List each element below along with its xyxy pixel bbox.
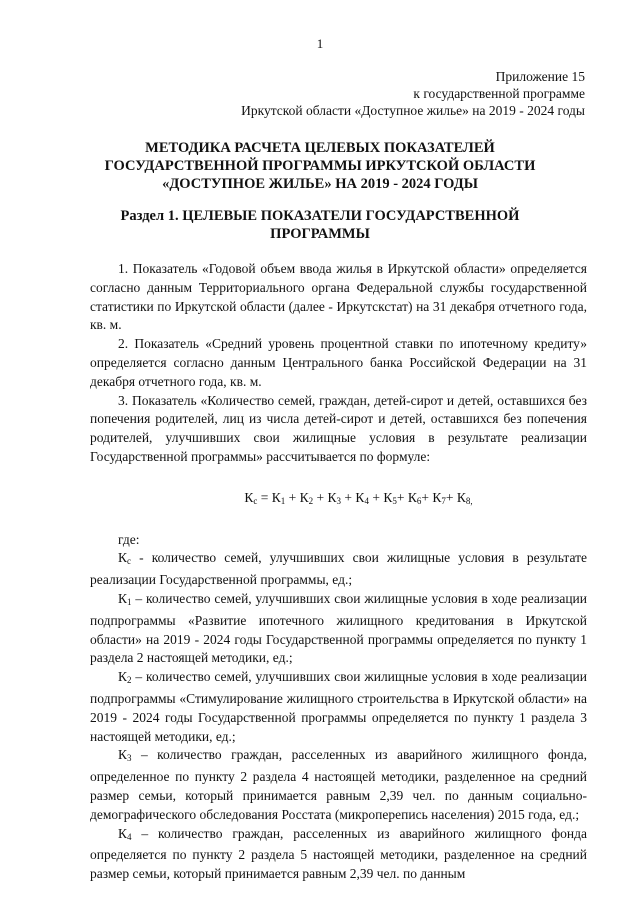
section-heading xyxy=(60,207,580,243)
page-number: 1 xyxy=(316,36,324,51)
section-line-1: Раздел 1. ЦЕЛЕВЫЕ ПОКАЗАТЕЛИ ГОСУДАРСТВЕННОЙ xyxy=(120,208,520,224)
document-title xyxy=(60,139,580,193)
appendix-line-1: Приложение 15 xyxy=(495,69,585,84)
document-body xyxy=(90,260,587,884)
appendix-line-2: к государственной программе xyxy=(413,86,585,101)
definition-kc: $К_с$ - количество семей, улучшивших свои жилищные условия в результате реализации Государственной программы, ед.; xyxy=(90,550,587,588)
formula: $К_с = К_1 + К_2 + К_3 + К_4 + К_5+ К_6+ К_7+ К_{8,}$ xyxy=(244,489,473,506)
paragraph-1: 1. Показатель «Годовой объем ввода жилья в Иркутской области» определяется согласно данным Территориального органа Федеральной службы государственной статистики по Иркутской области (далее - Иркутскстат) на 31 декабря отчетного года, кв. м. xyxy=(90,261,587,333)
title-line-3: «ДОСТУПНОЕ ЖИЛЬЕ» НА 2019 - 2024 ГОДЫ xyxy=(162,176,478,192)
appendix-header xyxy=(241,68,585,119)
title-line-2: ГОСУДАРСТВЕННОЙ ПРОГРАММЫ ИРКУТСКОЙ ОБЛАСТИ xyxy=(104,158,536,174)
title-line-1: МЕТОДИКА РАСЧЕТА ЦЕЛЕВЫХ ПОКАЗАТЕЛЕЙ xyxy=(145,140,495,156)
definition-k4: $К_4$ – количество граждан, расселенных из аварийного жилищного фонда определяется по пункту 2 раздела 5 настоящей методики, разделенное на средний размер семьи, который принимается равным 2,39 чел. по данным xyxy=(90,825,587,882)
paragraph-2: 2. Показатель «Средний уровень процентной ставки по ипотечному кредиту» определяется согласно данным Центрального банка Российской Федерации на 31 декабря отчетного года, кв. м. xyxy=(90,336,587,389)
where-label: где: xyxy=(118,531,140,547)
definition-k2: $К_2$ – количество семей, улучшивших свои жилищные условия в ходе реализации подпрограммы «Стимулирование жилищного строительства в Иркутской области» на 2019 - 2024 годы Государственной программы определяется по пункту 1 раздела 3 настоящей методики, ед.; xyxy=(90,669,587,744)
appendix-line-3: Иркутской области «Доступное жилье» на 2019 - 2024 годы xyxy=(241,103,585,118)
definition-k3: $К_3$ – количество граждан, расселенных из аварийного жилищного фонда, определенное по пункту 2 раздела 4 настоящей методики, разделенное на средний размер семьи, который принимается равным 2,39 чел. по данным социально-демографического обследования Росстата (микроперепись населения) 2015 года, ед.; xyxy=(90,747,587,822)
definition-k1: $К_1$ – количество семей, улучшивших свои жилищные условия в ходе реализации подпрограммы «Развитие ипотечного жилищного кредитования в Иркутской области» на 2019 - 2024 годы Государственной программы определяется по пункту 1 раздела 2 настоящей методики, ед.; xyxy=(90,590,587,666)
paragraph-3: 3. Показатель «Количество семей, граждан, детей-сирот и детей, оставшихся без попечения родителей, лиц из числа детей-сирот и детей, оставшихся без попечения родителей, улучшивших свои жилищные условия в результате реализации Государственной программы» рассчитывается по формуле: xyxy=(90,392,587,464)
section-line-2: ПРОГРАММЫ xyxy=(270,226,370,242)
